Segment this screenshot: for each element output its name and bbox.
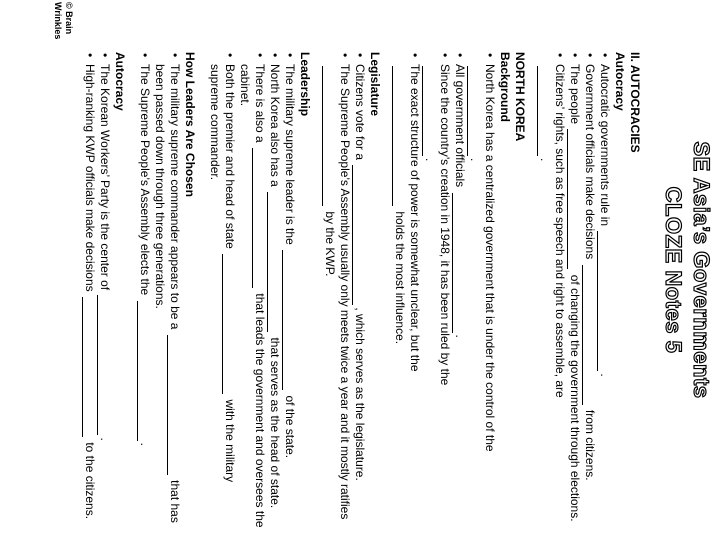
section-north-korea [392,52,527,532]
answer-blank[interactable] [582,265,594,405]
item-text: that leads the government and oversees the cabinet. [238,64,267,528]
answer-blank[interactable] [97,295,109,435]
list-item [567,64,582,532]
item-text: The military supreme commander appears to be a [168,64,182,330]
list-item [207,64,237,532]
item-text: . [468,158,482,162]
item-text: by the KWP. [323,211,337,277]
item-text: North Korea also has a [268,64,282,187]
title-line-2: CLOZE Notes 5 [661,186,686,354]
title-line-1: SE Asia’s Governments [689,141,714,399]
section-heading: Leadership [298,52,312,117]
section-heading: How Leaders Are Chosen [183,52,197,197]
answer-blank[interactable] [322,66,334,206]
list-item [452,64,467,532]
item-text: High-ranking KWP officials make decisions [83,64,97,292]
list-item [97,64,112,532]
item-text: . [598,373,612,377]
item-text: . [98,437,112,441]
answer-blank[interactable] [452,193,464,333]
item-text: Citizens’ rights, such as free speech and right to assemble, are [553,64,567,398]
item-text: Government officials make decisions [583,64,597,260]
item-text: There is also a [253,64,267,143]
item-text: . [538,158,552,162]
list-item [282,64,297,532]
answer-blank[interactable] [252,148,264,288]
section-leadership [207,52,312,532]
item-text: that has been passed down through three generations. [153,64,182,523]
answer-blank[interactable] [467,66,479,156]
answer-blank[interactable] [282,250,294,390]
copyright-footer [52,2,74,66]
item-text: . [423,158,437,162]
item-text: from citizens. [583,409,597,481]
item-text: The people [568,64,582,125]
section-autocracy [82,52,127,532]
list-item [237,64,267,532]
item-text: with the military supreme commander. [208,64,237,483]
list-item [422,64,452,532]
section-subheading: Autocracy [613,52,627,111]
section-heading: Legislature [368,52,382,117]
item-text: The military supreme leader is the [283,64,297,245]
section-legislature [322,52,382,532]
list-item [267,64,282,532]
list-item [82,64,97,532]
section-heading: II. AUTOCRACIES [628,52,642,153]
list-item [322,64,352,532]
answer-blank[interactable] [222,254,234,394]
answer-blank[interactable] [352,165,364,305]
answer-blank[interactable] [267,192,279,332]
section-autocracies [537,52,642,532]
section-how-leaders-are-chosen [137,52,197,532]
answer-blank[interactable] [82,297,94,437]
list-item [582,64,597,532]
item-text: The Korean Workers’ Party is the center of [98,64,112,291]
item-text: . [138,442,152,446]
item-text: The Supreme People’s Assembly usually only meets twice a year and it mostly ratifies [338,64,352,520]
item-text: The exact structure of power is somewhat unclear, but the [408,64,422,372]
answer-blank[interactable] [567,129,579,269]
list-item [597,64,612,532]
answer-blank[interactable] [167,335,179,475]
item-text: that serves as the head of state. [268,337,282,509]
copyright-text: © Brain Wrinkles [53,2,74,40]
list-item [152,64,182,532]
section-subheading: Background [498,52,512,123]
section-heading: NORTH KOREA [513,52,527,142]
list-item [467,64,497,532]
list-item [352,64,367,532]
list-item [137,64,152,532]
section-heading: Autocracy [113,52,127,111]
item-text: Citizens vote for a [353,64,367,161]
list-item [537,64,567,532]
item-text: of changing the government through elections. [568,274,582,522]
item-text: holds the most influence. [393,211,407,345]
item-text: Both the premier and head of state [223,64,237,249]
item-text: Since the country’s creation in 1948, it has been ruled by the [438,64,452,386]
item-text: of the state. [283,395,297,459]
answer-blank[interactable] [392,66,404,206]
item-text: Autocratic governments rule in [598,64,612,227]
item-text: All government officials [453,64,467,188]
worksheet-body [82,52,642,532]
answer-blank[interactable] [537,66,549,156]
answer-blank[interactable] [137,301,149,441]
item-text: . [453,334,467,338]
item-text: North Korea has a centralized government that is under the control of the [483,64,497,452]
answer-blank[interactable] [597,231,609,371]
item-text: , which serves as the legislature. [353,307,367,481]
answer-blank[interactable] [422,66,434,156]
item-text: The Supreme People’s Assembly elects the [138,64,152,296]
list-item [392,64,422,532]
item-text: to the citizens. [83,442,97,520]
